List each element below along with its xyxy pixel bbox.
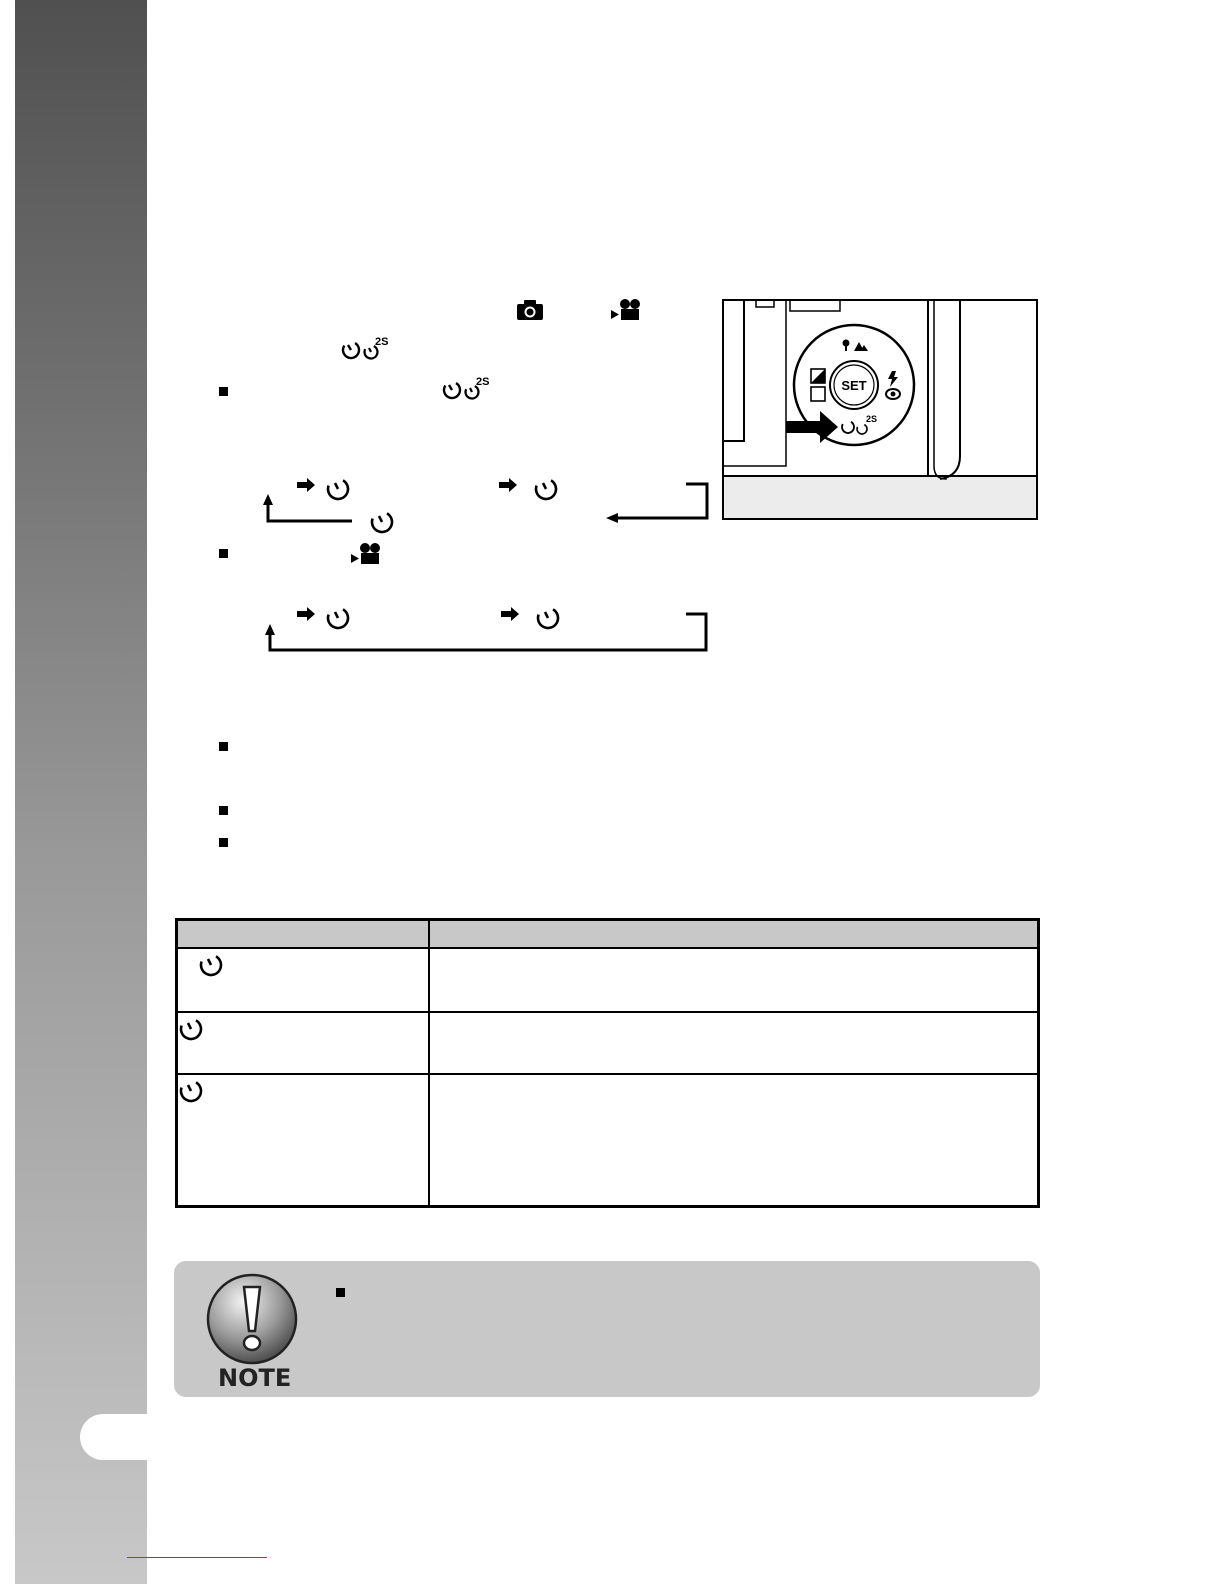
movie-mode-cycle-diagram bbox=[250, 598, 720, 658]
bullet bbox=[219, 838, 228, 847]
mode-cell bbox=[177, 1012, 430, 1074]
self-timer-mode-table bbox=[175, 918, 1040, 1208]
self-timer-2s-icon bbox=[441, 374, 493, 402]
svg-text:2S: 2S bbox=[375, 336, 389, 348]
bullet bbox=[219, 549, 228, 558]
bullet bbox=[219, 742, 228, 751]
bullet bbox=[219, 806, 228, 815]
bullet bbox=[219, 387, 228, 396]
note-label: NOTE bbox=[218, 1364, 292, 1392]
camera-icon bbox=[516, 299, 544, 321]
svg-text:2S: 2S bbox=[866, 414, 878, 424]
camera-control-illustration bbox=[722, 299, 1038, 520]
movie-camera-icon bbox=[351, 542, 381, 566]
exclamation-icon bbox=[206, 1273, 298, 1365]
mode-cell bbox=[177, 1074, 430, 1206]
self-timer-2s-icon bbox=[340, 334, 392, 362]
self-timer-icon bbox=[178, 1075, 206, 1103]
table-header bbox=[177, 920, 430, 949]
description-cell bbox=[429, 948, 1039, 1012]
page-number-tab bbox=[80, 1414, 147, 1460]
description-cell bbox=[429, 1074, 1039, 1206]
note-box bbox=[174, 1261, 1040, 1397]
description-cell bbox=[429, 1012, 1039, 1074]
mode-cell bbox=[177, 948, 430, 1012]
self-timer-icon bbox=[178, 1013, 206, 1041]
self-timer-icon bbox=[198, 949, 226, 977]
footer-link-underline bbox=[127, 1557, 267, 1558]
side-bar bbox=[15, 0, 147, 1584]
table-row bbox=[177, 1074, 1039, 1206]
table-header-row bbox=[177, 920, 1039, 949]
svg-text:SET: SET bbox=[841, 378, 867, 393]
bullet bbox=[336, 1288, 345, 1297]
table-header bbox=[429, 920, 1039, 949]
table-row bbox=[177, 948, 1039, 1012]
svg-text:2S: 2S bbox=[476, 376, 490, 388]
table-row bbox=[177, 1012, 1039, 1074]
photo-mode-cycle-diagram bbox=[250, 470, 720, 540]
movie-camera-icon bbox=[611, 298, 641, 322]
